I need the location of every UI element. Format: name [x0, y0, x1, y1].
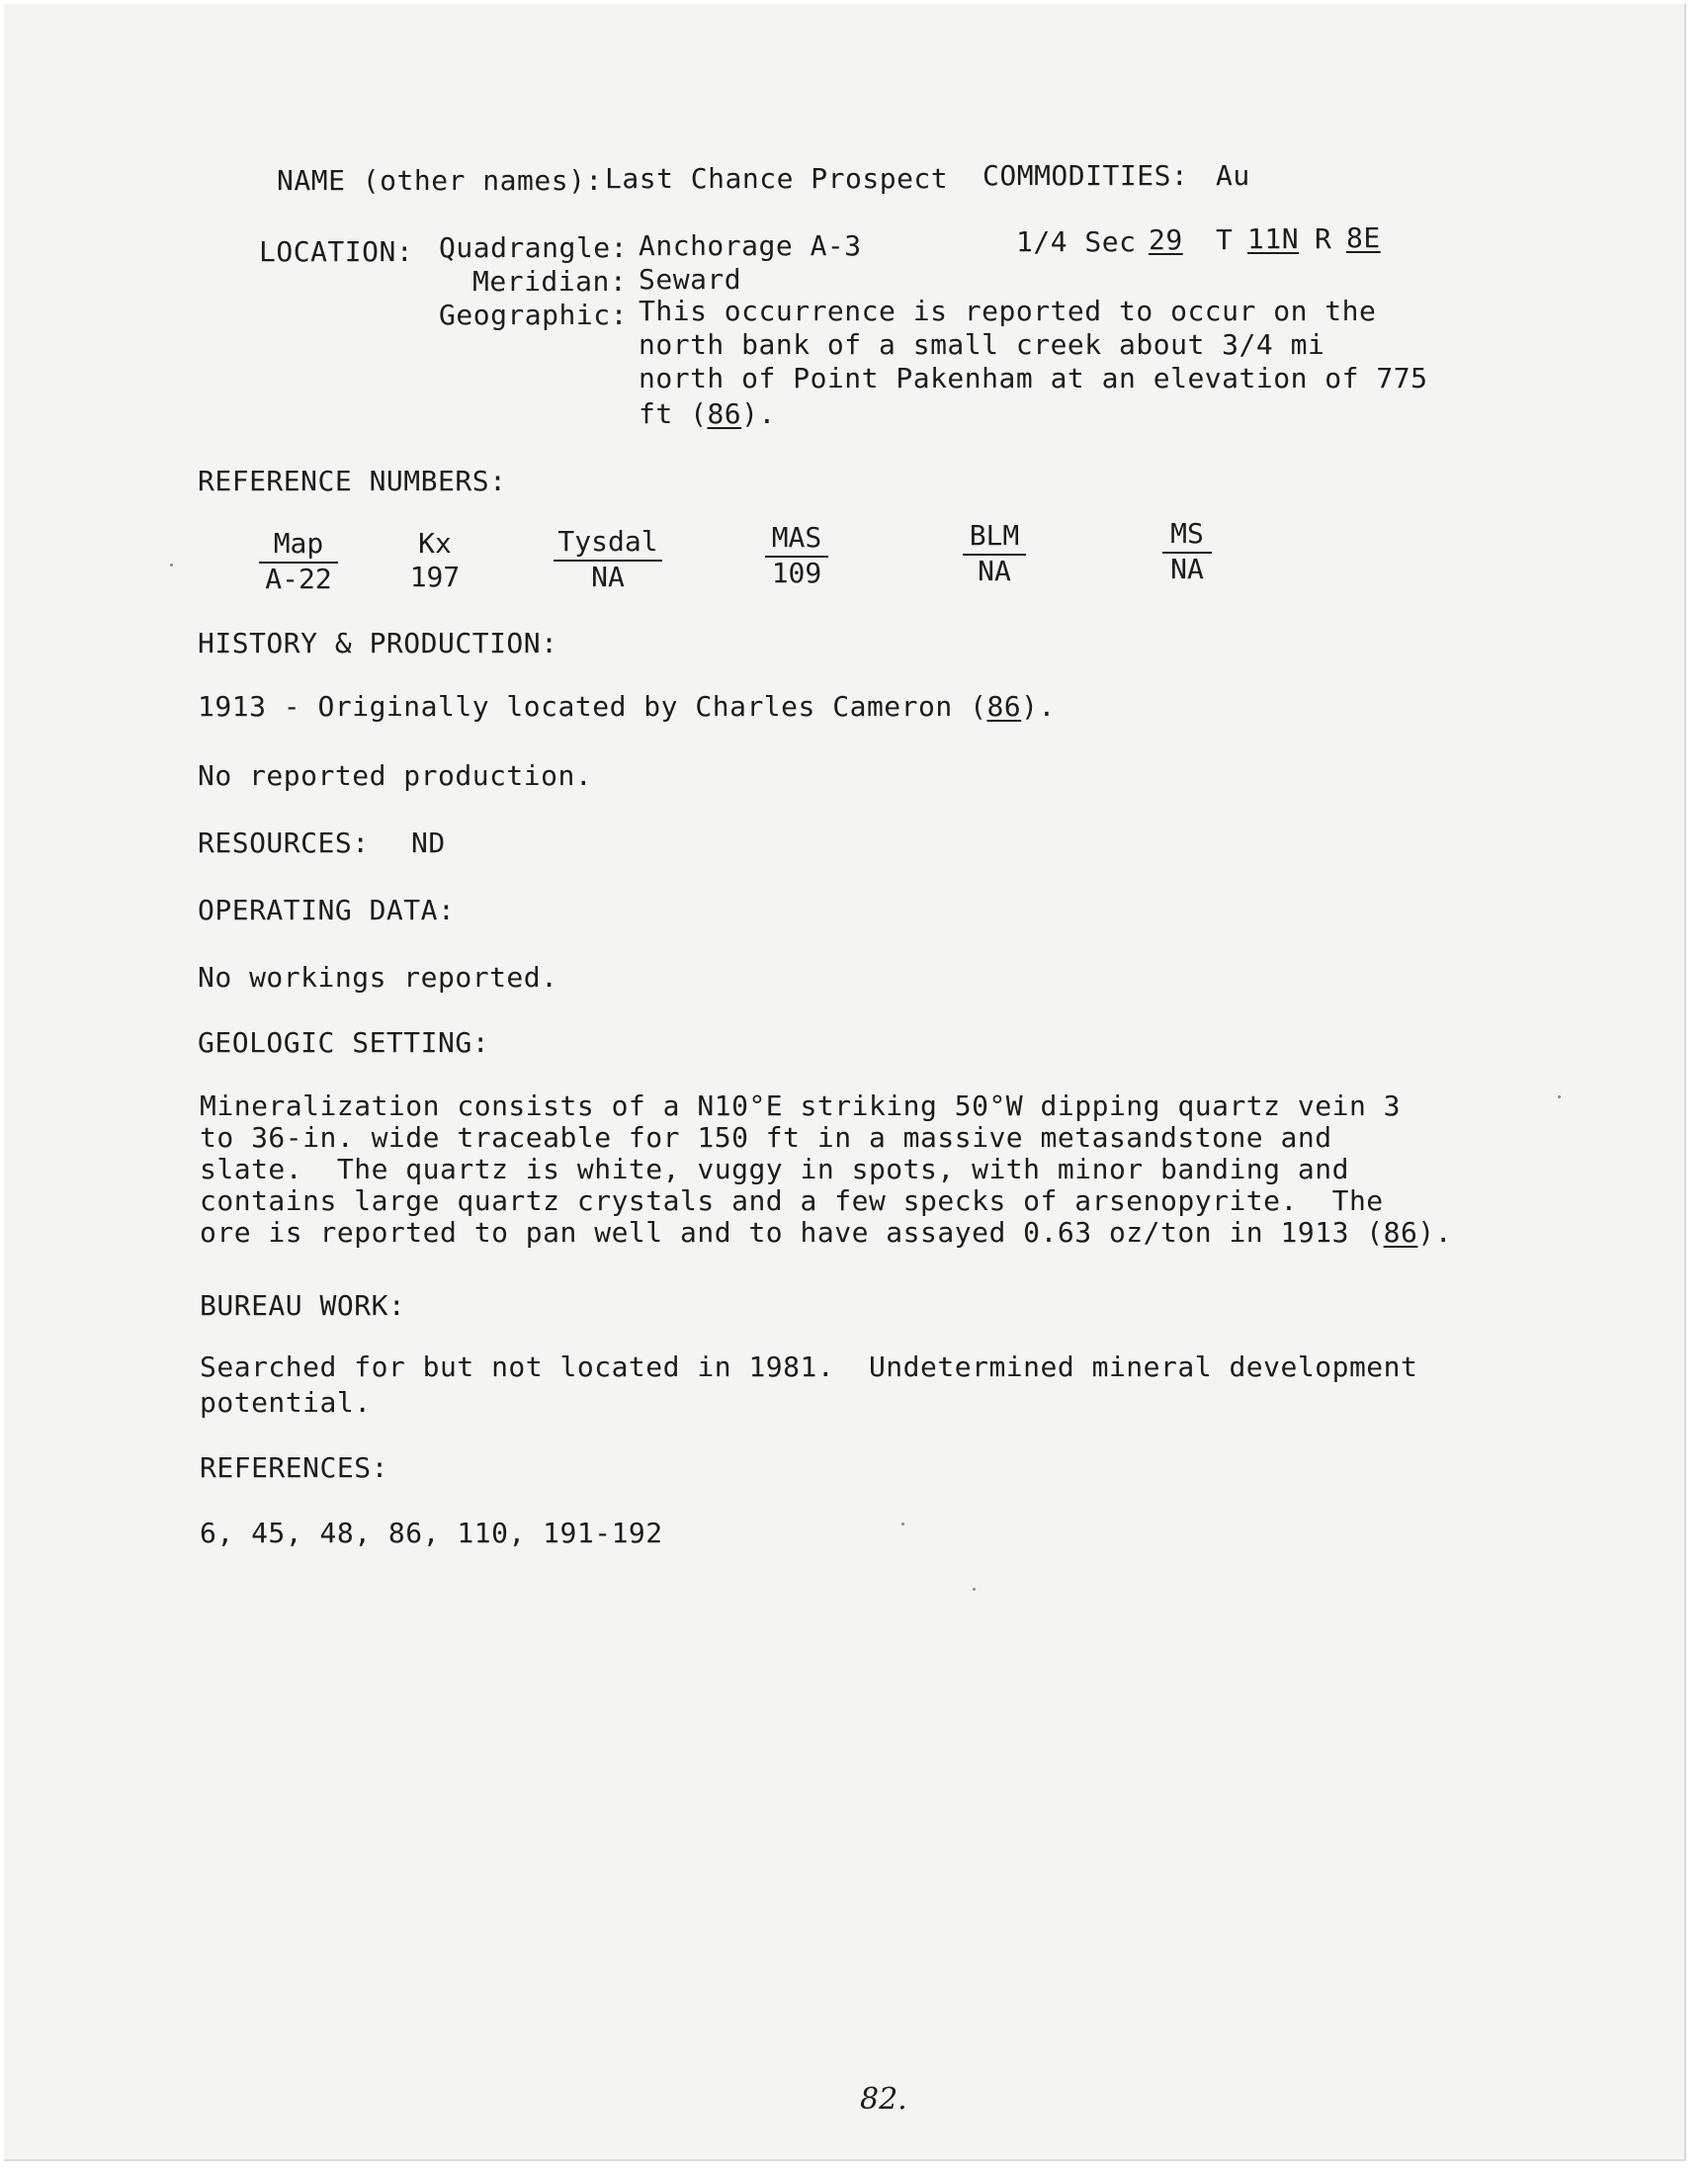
references-text: 6, 45, 48, 86, 110, 191-192: [200, 1517, 663, 1549]
geographic-ref: 86: [707, 397, 742, 430]
geologic-line-2: to 36-in. wide traceable for 150 ft in a massive metasandstone and: [200, 1121, 1332, 1154]
history-line-1: 1913 - Originally located by Charles Cameron (86).: [198, 690, 1056, 723]
geographic-line-3: north of Point Pakenham at an elevation of 775: [639, 362, 1428, 394]
document-page: [4, 4, 1686, 2161]
ref-col-tysdal: Tysdal NA: [554, 526, 662, 593]
operating-heading: OPERATING DATA:: [198, 894, 456, 926]
geologic-line-4: contains large quartz crystals and a few specks of arsenopyrite. The: [200, 1184, 1384, 1217]
geologic-ref: 86: [1383, 1216, 1418, 1249]
ref-col-blm: BLM NA: [963, 520, 1026, 587]
name-label: NAME (other names):: [277, 164, 603, 197]
scan-speck: [1558, 1095, 1561, 1098]
resources-label: RESOURCES:: [198, 827, 370, 859]
geologic-line-1: Mineralization consists of a N10°E striking 50°W dipping quartz vein 3: [200, 1090, 1402, 1122]
commodities-value: Au: [1216, 159, 1250, 192]
resources-value: ND: [411, 827, 446, 859]
operating-text: No workings reported.: [198, 961, 558, 994]
township-value: 11N: [1247, 222, 1300, 255]
township-label: T: [1216, 223, 1234, 256]
scan-speck: [973, 1588, 976, 1591]
geographic-line-2: north bank of a small creek about 3/4 mi: [639, 328, 1325, 361]
location-label: LOCATION:: [259, 235, 414, 268]
geologic-line-3: slate. The quartz is white, vuggy in spots, with minor banding and: [200, 1153, 1349, 1185]
ref-col-mas: MAS 109: [765, 522, 828, 589]
quadrangle-value: Anchorage A-3: [639, 229, 862, 262]
ref-col-kx: Kx 197: [409, 527, 461, 593]
geologic-heading: GEOLOGIC SETTING:: [198, 1026, 490, 1059]
section-number: 29: [1149, 223, 1183, 256]
bureau-line-2: potential.: [200, 1386, 372, 1419]
meridian-label: Meridian:: [472, 265, 628, 298]
section-prefix: 1/4 Sec: [1016, 225, 1137, 258]
history-heading: HISTORY & PRODUCTION:: [198, 627, 558, 659]
scan-speck: [170, 564, 173, 567]
ref-col-ms: MS NA: [1162, 518, 1212, 585]
scan-speck: [901, 1523, 904, 1525]
range-label: R: [1315, 222, 1332, 255]
geologic-line-5: ore is reported to pan well and to have assayed 0.63 oz/ton in 1913 (86).: [200, 1216, 1453, 1249]
references-heading: REFERENCES:: [200, 1451, 388, 1484]
ref-col-map: Map A-22: [259, 528, 338, 595]
range-value: 8E: [1346, 221, 1381, 254]
quadrangle-label: Quadrangle:: [439, 231, 628, 264]
geographic-line-4: ft (86).: [639, 397, 776, 430]
bureau-line-1: Searched for but not located in 1981. Undetermined mineral development: [200, 1351, 1418, 1383]
history-line-2: No reported production.: [198, 759, 593, 792]
commodities-label: COMMODITIES:: [982, 159, 1189, 192]
meridian-value: Seward: [639, 263, 742, 296]
name-value: Last Chance Prospect: [605, 162, 949, 195]
history-ref: 86: [986, 690, 1022, 723]
reference-numbers-heading: REFERENCE NUMBERS:: [198, 465, 507, 497]
geographic-line-1: This occurrence is reported to occur on the: [639, 295, 1377, 327]
geographic-label: Geographic:: [439, 299, 628, 331]
bureau-heading: BUREAU WORK:: [200, 1289, 406, 1322]
page-number: 82.: [860, 2082, 907, 2117]
